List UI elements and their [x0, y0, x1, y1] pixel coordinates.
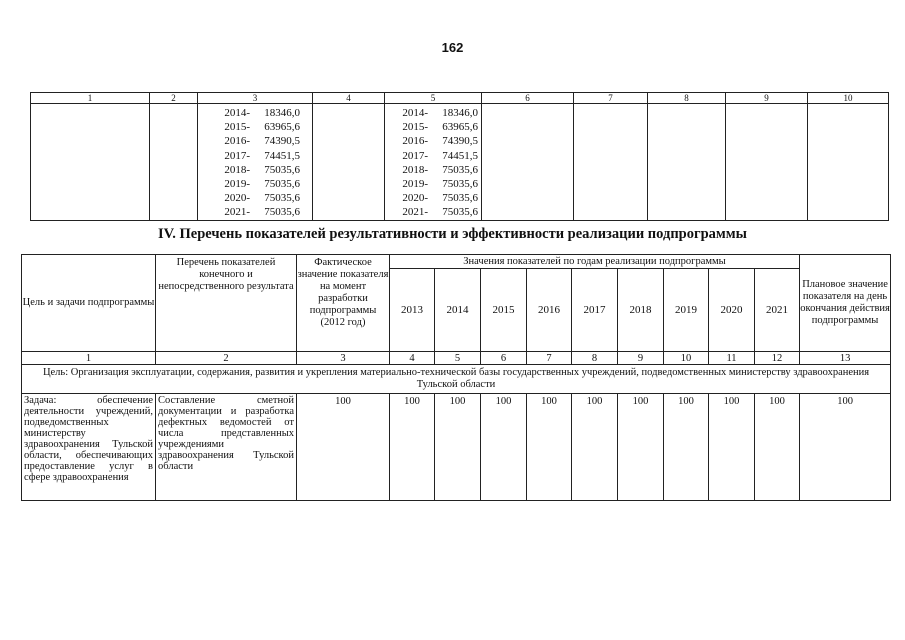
- actual-value: 100: [297, 394, 390, 501]
- funding-year: 2016-: [402, 135, 428, 148]
- section-title: IV. Перечень показателей результативности и эффективности реализации подпрограммы: [158, 226, 747, 242]
- funding-amount: 75035,6: [264, 163, 300, 176]
- column-number-row: [31, 93, 889, 104]
- funding-values-list: [385, 104, 481, 220]
- header-year: 2020: [709, 269, 755, 352]
- task-text: Задача: обеспечение деятельности учреждений, подведомственных министерству здравоохранения Тульской области, обеспечивающих предоставление услуг в сфере здравоохранения: [22, 394, 156, 501]
- col-number: 11: [709, 352, 755, 365]
- header-year: 2021: [755, 269, 800, 352]
- header-year: 2014: [435, 269, 481, 352]
- col-number: 9: [726, 93, 808, 104]
- continuation-table: [30, 92, 889, 221]
- funding-value-line: [198, 163, 312, 177]
- funding-year: 2018-: [224, 163, 250, 176]
- col-number: 5: [435, 352, 481, 365]
- indicator-text: Составление сметной документации и разработка дефектных ведомостей от числа представленных учреждениями здравоохранения Тульской области: [156, 394, 297, 501]
- cell: [150, 104, 198, 221]
- header-indicators: Перечень показателей конечного и непосредственного результата: [156, 255, 297, 352]
- funding-value-line: [385, 191, 481, 205]
- col-number: 1: [31, 93, 150, 104]
- funding-value-line: [198, 177, 312, 191]
- year-value: 100: [481, 394, 527, 501]
- col-number: 8: [648, 93, 726, 104]
- col-number: 7: [527, 352, 572, 365]
- col-number: 9: [618, 352, 664, 365]
- col-number: 13: [800, 352, 891, 365]
- funding-year: 2014-: [224, 107, 250, 119]
- col-number: 1: [22, 352, 156, 365]
- funding-value-line: [385, 205, 481, 219]
- funding-value-line: [385, 149, 481, 163]
- funding-value-line: [385, 120, 481, 134]
- funding-values-cell: [385, 104, 482, 221]
- funding-year: 2017-: [224, 149, 250, 162]
- col-number: 6: [482, 93, 574, 104]
- year-value: 100: [390, 394, 435, 501]
- funding-year: 2018-: [402, 163, 428, 176]
- funding-year: 2017-: [402, 149, 428, 162]
- year-value: 100: [709, 394, 755, 501]
- planned-value: 100: [800, 394, 891, 501]
- header-year: 2013: [390, 269, 435, 352]
- funding-value-line: [198, 191, 312, 205]
- funding-year: 2019-: [224, 178, 250, 191]
- cell: [726, 104, 808, 221]
- funding-amount: 75035,6: [442, 163, 478, 176]
- col-number: 2: [156, 352, 297, 365]
- funding-value-line: [385, 106, 481, 120]
- header-goals: Цель и задачи подпрограммы: [22, 255, 156, 352]
- cell: [482, 104, 574, 221]
- funding-amount: 74390,5: [442, 135, 478, 148]
- cell: [313, 104, 385, 221]
- funding-values-list: [198, 104, 312, 220]
- col-number: 12: [755, 352, 800, 365]
- col-number: 4: [313, 93, 385, 104]
- year-value: 100: [664, 394, 709, 501]
- funding-year: 2014-: [402, 107, 428, 119]
- year-value: 100: [618, 394, 664, 501]
- header-year: 2017: [572, 269, 618, 352]
- funding-amount: 74390,5: [264, 135, 300, 148]
- indicators-table: [21, 254, 891, 501]
- col-number: 10: [664, 352, 709, 365]
- funding-year: 2016-: [224, 135, 250, 148]
- cell: [31, 104, 150, 221]
- column-number-row: [22, 352, 891, 365]
- header-year: 2018: [618, 269, 664, 352]
- funding-value-line: [198, 134, 312, 148]
- funding-value-line: [385, 134, 481, 148]
- col-number: 6: [481, 352, 527, 365]
- funding-amount: 75035,6: [442, 192, 478, 205]
- cell: [574, 104, 648, 221]
- funding-value-line: [198, 106, 312, 120]
- funding-year: 2015-: [224, 121, 250, 134]
- col-number: 8: [572, 352, 618, 365]
- goal-row: [22, 365, 891, 394]
- funding-values-cell: [198, 104, 313, 221]
- year-value: 100: [527, 394, 572, 501]
- funding-amount: 75035,6: [264, 192, 300, 205]
- funding-amount: 75035,6: [442, 178, 478, 191]
- header-year: 2019: [664, 269, 709, 352]
- funding-value-line: [198, 149, 312, 163]
- funding-amount: 63965,6: [442, 121, 478, 134]
- header-actual-value: Фактическое значение показателя на момент разработки подпрограммы (2012 год): [297, 255, 390, 352]
- col-number: 4: [390, 352, 435, 365]
- col-number: 3: [297, 352, 390, 365]
- funding-year: 2020-: [224, 192, 250, 205]
- year-value: 100: [755, 394, 800, 501]
- header-planned-value: Плановое значение показателя на день окончания действия подпрограммы: [800, 255, 891, 352]
- col-number: 10: [808, 93, 889, 104]
- funding-amount: 63965,6: [264, 121, 300, 134]
- header-year: 2015: [481, 269, 527, 352]
- cell: [808, 104, 889, 221]
- table-row: [31, 104, 889, 221]
- funding-amount: 18346,0: [264, 107, 300, 119]
- funding-value-line: [198, 120, 312, 134]
- funding-amount: 74451,5: [442, 149, 478, 162]
- table-row: [22, 394, 891, 501]
- col-number: 7: [574, 93, 648, 104]
- page-number: 162: [441, 40, 464, 55]
- year-value: 100: [572, 394, 618, 501]
- funding-year: 2021-: [402, 206, 428, 219]
- cell: [648, 104, 726, 221]
- funding-amount: 75035,6: [442, 206, 478, 219]
- header-values-by-year: Значения показателей по годам реализации подпрограммы: [390, 255, 800, 269]
- funding-value-line: [385, 177, 481, 191]
- col-number: 5: [385, 93, 482, 104]
- funding-year: 2015-: [402, 121, 428, 134]
- year-value: 100: [435, 394, 481, 501]
- header-row: [22, 255, 891, 269]
- col-number: 3: [198, 93, 313, 104]
- funding-year: 2021-: [224, 206, 250, 219]
- funding-year: 2020-: [402, 192, 428, 205]
- funding-amount: 75035,6: [264, 178, 300, 191]
- goal-text: Цель: Организация эксплуатации, содержания, развития и укрепления материально-технической базы государственных учреждений, подведомственных министерству здравоохранения Тульской области: [22, 365, 891, 394]
- funding-amount: 18346,0: [442, 107, 478, 119]
- header-year: 2016: [527, 269, 572, 352]
- col-number: 2: [150, 93, 198, 104]
- funding-amount: 75035,6: [264, 206, 300, 219]
- funding-value-line: [198, 205, 312, 219]
- funding-year: 2019-: [402, 178, 428, 191]
- funding-value-line: [385, 163, 481, 177]
- funding-amount: 74451,5: [264, 149, 300, 162]
